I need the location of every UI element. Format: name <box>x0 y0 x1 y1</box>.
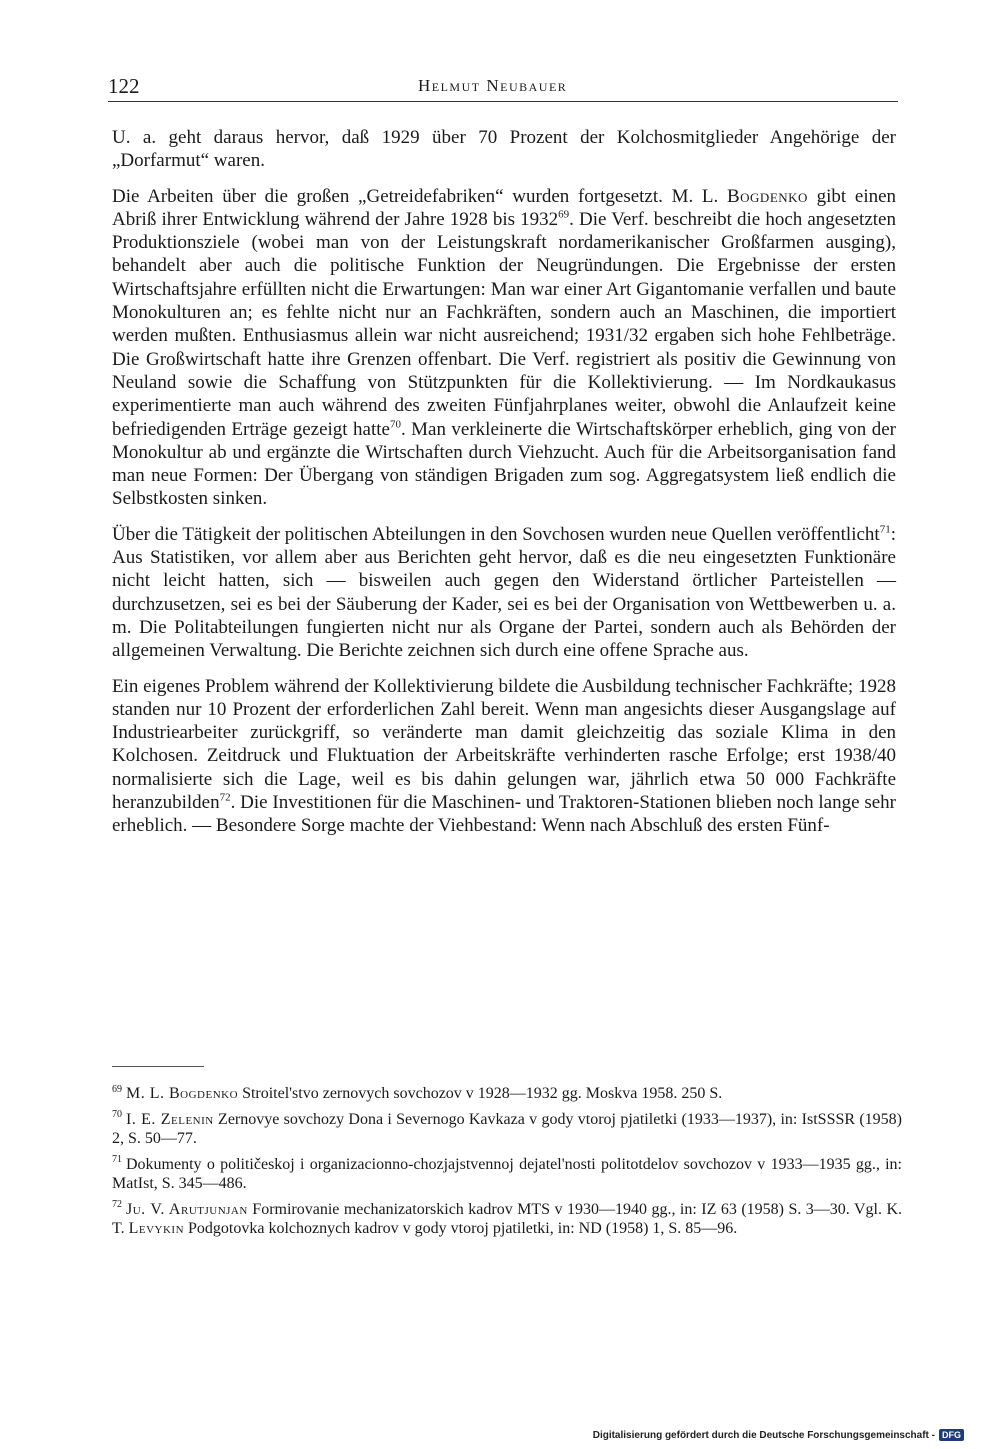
footnotes <box>112 1084 902 1245</box>
footnote-number: 71 <box>112 1154 122 1166</box>
footnote-70 <box>112 1110 902 1149</box>
paragraph-2-text-d: . Man verkleinerte die Wirtschaftskörper erheblich, ging von der Monokultur ab und ergänzte die Wirtschaften durch Viehzucht. Auch für die Arbeitsorganisation fand man neue Formen: Der Übergang von ständigen Brigaden zum sog. Aggregatsystem ließ endlich die Selbstkosten sinken. <box>112 418 896 510</box>
paragraph-1-text: U. a. geht daraus hervor, daß 1929 über 70 Prozent der Kolchosmitglieder Angehörige der „Dorfarmut“ waren. <box>112 127 896 172</box>
digitization-credit <box>593 1429 964 1441</box>
footnote-number: 70 <box>112 1109 122 1121</box>
paragraph-1 <box>112 126 896 173</box>
paragraph-3-text-a: Über die Tätigkeit der politischen Abteilungen in den Sovchosen wurden neue Quellen veröffentlicht <box>112 523 880 545</box>
header-rule <box>108 101 898 102</box>
paragraph-4-text-a: Ein eigenes Problem während der Kollektivierung bildete die Ausbildung technischer Fachkräfte; 1928 standen nur 10 Prozent der erforderlichen Zahl bereit. Wenn man angesichts dieser Ausgangslage auf Industriearbeiter zurückgriff, so veränderte man damit gleichzeitig das soziale Klima in den Kolchosen. Zeitdruck und Fluktuation der Arbeitskräfte verhinderten rasche Erfolge; erst 1938/40 normalisierte sich die Lage, weil es bis dahin gelungen war, jährlich etwa 50 000 Fachkräfte heranzubilden <box>112 675 896 814</box>
footnote-separator <box>112 1066 204 1067</box>
footnote-number: 69 <box>112 1083 122 1095</box>
paragraph-4 <box>112 675 896 838</box>
footnote-author: M. L. Bogdenko <box>126 1085 239 1102</box>
footnote-72 <box>112 1200 902 1239</box>
credit-text: Digitalisierung gefördert durch die Deutsche Forschungsgemeinschaft - <box>592 1429 935 1441</box>
paragraph-2-text-a: Die Arbeiten über die großen „Getreidefabriken“ wurden fortgesetzt. M. L. <box>112 185 719 207</box>
paragraph-2-text-c: . Die Verf. beschreibt die hoch angesetzten Produktionsziele (wobei man von der Leistungskraft nordamerikanischer Großfarmen ausging), behandelt aber auch die politische Funktion der Neugründungen. Die Ergebnisse der ersten Wirtschaftsjahre erfüllten nicht die Erwartungen: Man war einer Art Gigantomanie verfallen und baute Monokulturen an; es fehlte nicht nur an Fachkräften, sondern auch an Maschinen, die importiert werden mußten. Enthusiasmus allein war nicht ausreichend; 1931/32 ergaben sich hohe Fehlbeträge. Die Großwirtschaft hatte ihre Grenzen offenbart. Die Verf. registriert als positiv die Gewinnung von Neuland sowie die Schaffung von Stützpunkten für die Kollektivierung. — Im Nordkaukasus experimentierte man auch während des zweiten Fünfjahrplanes weiter, obwohl die Anlaufzeit keine befriedigenden Erträge gezeigt hatte <box>112 208 896 440</box>
footnote-text: Formirovanie mechanizatorskich kadrov MTS v 1930—1940 gg., in: IZ 63 (1958) S. 3—30. Vgl. K. T. <box>112 1200 903 1237</box>
paragraph-3 <box>112 523 896 663</box>
footnote-text: Zernovye sovchozy Dona i Severnogo Kavkaza v gody vtoroj pjatiletki (1933—1937), in: IstSSSR (1958) 2, S. 50—77. <box>112 1110 903 1147</box>
footnote-69 <box>112 1084 902 1104</box>
footnote-text: Podgotovka kolchoznych kadrov v gody vtoroj pjatiletki, in: ND (1958) 1, S. 85—96. <box>188 1220 738 1237</box>
paragraph-2 <box>112 185 896 511</box>
footnote-ref[interactable]: 69 <box>558 208 570 221</box>
main-text <box>112 126 896 850</box>
page-number: 122 <box>108 74 140 98</box>
dfg-logo-icon: DFG <box>939 1429 964 1441</box>
paragraph-3-text-b: : Aus Statistiken, vor allem aber aus Berichten geht hervor, daß es die neu eingesetzten Funktionäre nicht leicht hatten, sich — bisweilen auch gegen den Widerstand örtlicher Parteistellen — durchzusetzen, sei es bei der Säuberung der Kader, sei es bei der Organisation von Wettbewerben u. a. m. Die Politabteilungen fungierten nicht nur als Organe der Partei, sondern auch als Behörden der allgemeinen Verwaltung. Die Berichte zeichnen sich durch eine offene Sprache aus. <box>112 523 896 662</box>
footnote-71 <box>112 1155 902 1194</box>
paragraph-4-text-b: . Die Investitionen für die Maschinen- und Traktoren-Stationen blieben noch lange sehr erheblich. — Besondere Sorge machte der Viehbestand: Wenn nach Abschluß des ersten Fünf- <box>112 792 896 837</box>
footnote-text: Stroitel'stvo zernovych sovchozov v 1928—1932 gg. Moskva 1958. 250 S. <box>242 1085 723 1102</box>
footnote-ref[interactable]: 71 <box>879 523 891 536</box>
footnote-author: Levykin <box>128 1220 185 1237</box>
footnote-ref[interactable]: 72 <box>219 791 231 804</box>
footnote-author: Ju. V. Arutjunjan <box>126 1200 248 1218</box>
running-head: Helmut Neubauer <box>418 76 568 95</box>
footnote-author: I. E. Zelenin <box>126 1110 214 1128</box>
page-header <box>108 74 898 104</box>
footnote-text: Dokumenty o političeskoj i organizacionno-chozjajstvennoj dejatel'nosti politotdelov sovchozov v 1933—1935 gg., in: MatIst, S. 345—486. <box>112 1155 902 1192</box>
paragraph-2-text-b: gibt einen Abriß ihrer Entwicklung während der Jahre 1928 bis 1932 <box>112 185 897 230</box>
footnote-ref[interactable]: 70 <box>389 418 401 431</box>
footnote-number: 72 <box>112 1199 122 1211</box>
author-name: Bogdenko <box>726 185 808 207</box>
